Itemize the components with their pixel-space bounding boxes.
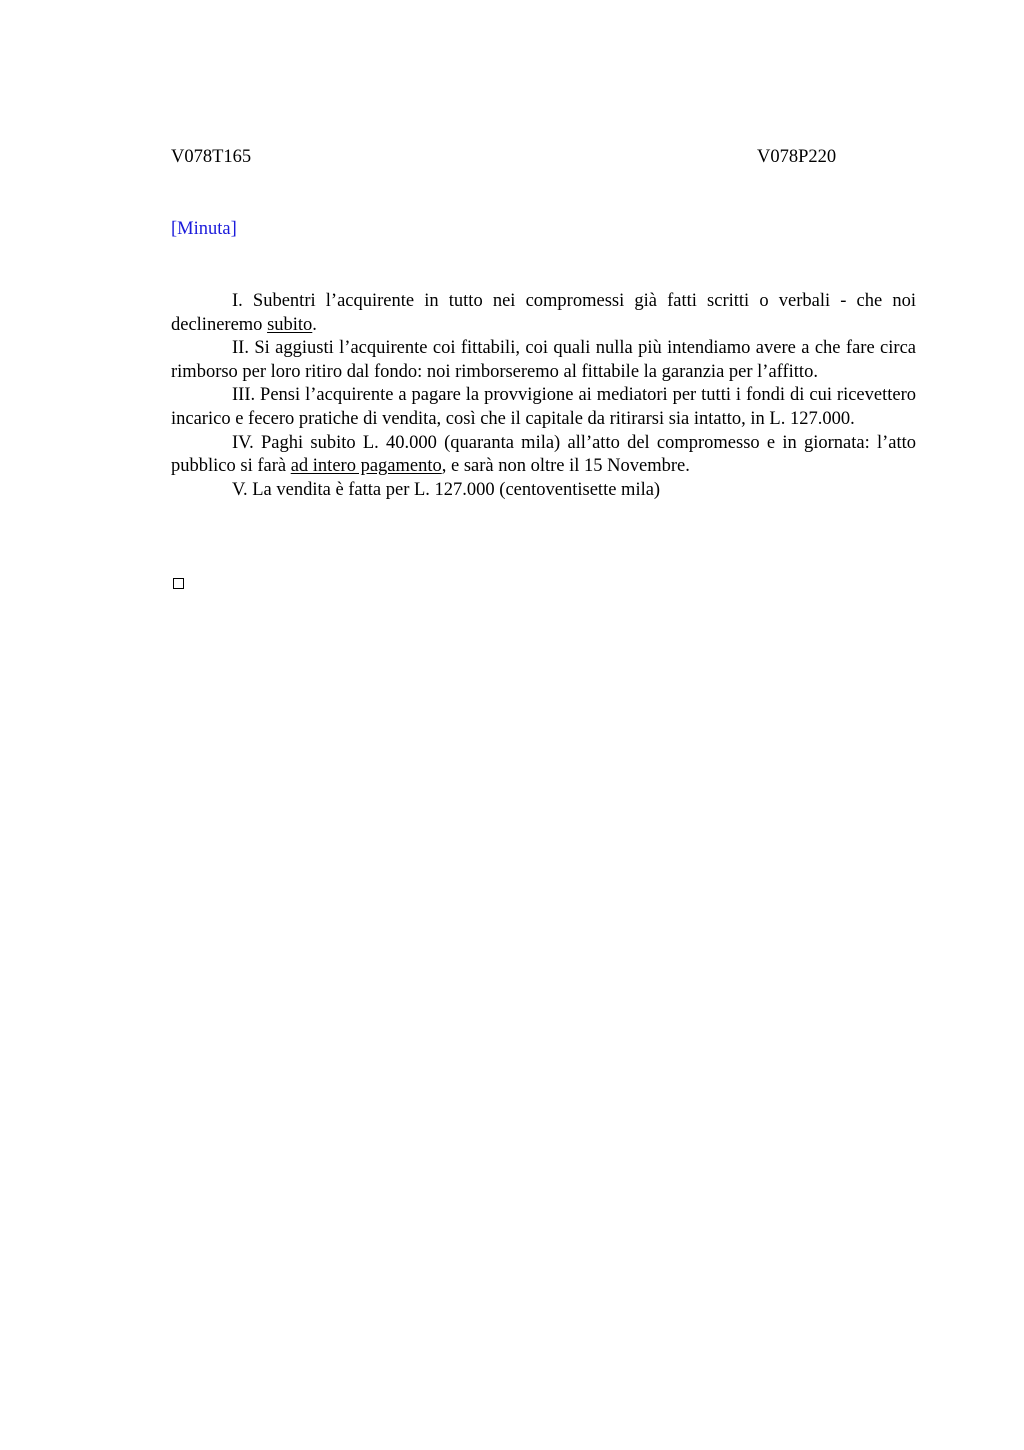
paragraph-4-text: IV. Paghi subito L. 40.000 (quaranta mila) all’atto del compromesso e in giornata: l’atto pubblico si farà xyxy=(171,432,916,477)
paragraph-4-underlined: ad intero pagamento xyxy=(290,456,442,477)
empty-square-icon xyxy=(173,578,184,589)
paragraph-4 xyxy=(171,432,916,479)
paragraph-5: V. La vendita è fatta per L. 127.000 (centoventisette mila) xyxy=(232,479,661,500)
document-code-right: V078P220 xyxy=(757,147,837,167)
section-label-minuta: [Minuta] xyxy=(171,219,237,239)
document-code-left: V078T165 xyxy=(171,147,252,167)
paragraph-4-tail: , e sarà non oltre il 15 Novembre. xyxy=(441,456,690,477)
paragraph-1 xyxy=(171,290,916,337)
paragraph-1-tail: . xyxy=(312,314,317,335)
paragraph-3: III. Pensi l’acquirente a pagare la provvigione ai mediatori per tutti i fondi di cui ricevettero incarico e fecero pratiche di vendita, così che il capitale da ritirarsi sia intatto, in L. 127.000. xyxy=(171,385,916,429)
paragraph-1-underlined: subito xyxy=(267,314,313,335)
paragraph-1-text: I. Subentri l’acquirente in tutto nei compromessi già fatti scritti o verbali - che noi declineremo xyxy=(171,291,916,335)
document-body xyxy=(171,290,916,502)
paragraph-2: II. Si aggiusti l’acquirente coi fittabili, coi quali nulla più intendiamo avere a che fare circa rimborso per loro ritiro dal fondo: noi rimborseremo al fittabile la garanzia per l’affitto. xyxy=(171,338,916,382)
